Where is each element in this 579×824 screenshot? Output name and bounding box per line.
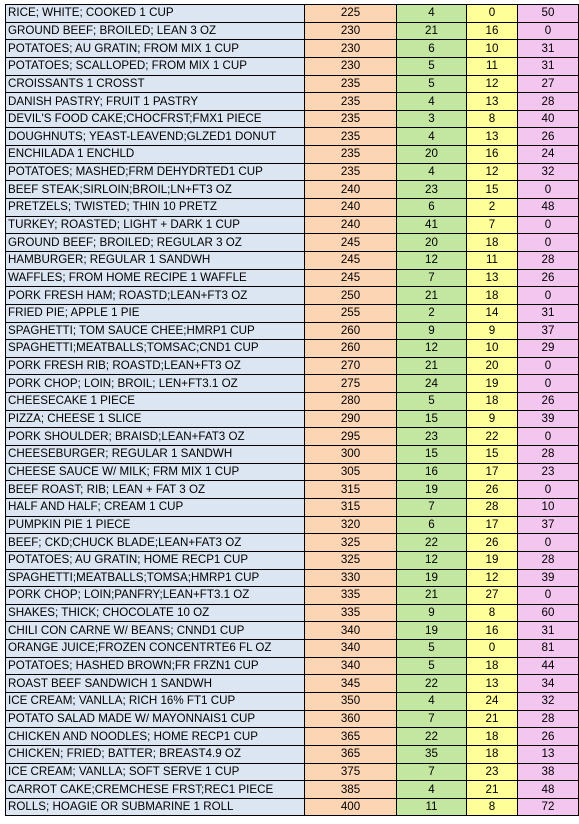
protein-cell[interactable]: 35 — [397, 745, 467, 763]
food-name-cell[interactable]: ROLLS; HOAGIE OR SUBMARINE 1 ROLL — [6, 798, 305, 816]
food-name-cell[interactable]: ORANGE JUICE;FROZEN CONCENTRTE6 FL OZ — [6, 640, 305, 658]
carbs-cell[interactable]: 39 — [518, 569, 579, 587]
table-row — [6, 216, 579, 234]
food-name-cell[interactable]: CHILI CON CARNE W/ BEANS; CNND1 CUP — [6, 622, 305, 640]
food-name-cell[interactable]: SPAGHETTI;MEATBALLS;TOMSA;HMRP1 CUP — [6, 569, 305, 587]
food-name-cell[interactable]: DANISH PASTRY; FRUIT 1 PASTRY — [6, 93, 305, 111]
food-name-cell[interactable]: ENCHILADA 1 ENCHLD — [6, 146, 305, 164]
calories-cell[interactable]: 300 — [305, 446, 397, 464]
protein-cell[interactable]: 20 — [397, 146, 467, 164]
food-name-cell[interactable]: BEEF ROAST; RIB; LEAN + FAT 3 OZ — [6, 481, 305, 499]
table-row — [6, 781, 579, 799]
table-row — [6, 763, 579, 781]
table-row — [6, 463, 579, 481]
table-row — [6, 393, 579, 411]
fat-cell[interactable]: 28 — [467, 498, 518, 516]
calories-cell[interactable]: 235 — [305, 75, 397, 93]
fat-cell[interactable]: 27 — [467, 587, 518, 605]
protein-cell[interactable]: 3 — [397, 110, 467, 128]
fat-cell[interactable]: 8 — [467, 604, 518, 622]
protein-cell[interactable]: 22 — [397, 534, 467, 552]
protein-cell[interactable]: 20 — [397, 234, 467, 252]
protein-cell[interactable]: 19 — [397, 481, 467, 499]
table-row — [6, 287, 579, 305]
calories-cell[interactable]: 260 — [305, 322, 397, 340]
food-name-cell[interactable]: PRETZELS; TWISTED; THIN 10 PRETZ — [6, 199, 305, 217]
protein-cell[interactable]: 22 — [397, 675, 467, 693]
table-row — [6, 251, 579, 269]
protein-cell[interactable]: 5 — [397, 640, 467, 658]
carbs-cell[interactable]: 44 — [518, 657, 579, 675]
food-name-cell[interactable]: CARROT CAKE;CREMCHESE FRST;REC1 PIECE — [6, 781, 305, 799]
carbs-cell[interactable]: 32 — [518, 692, 579, 710]
fat-cell[interactable]: 8 — [467, 798, 518, 816]
fat-cell[interactable]: 12 — [467, 75, 518, 93]
carbs-cell[interactable]: 31 — [518, 57, 579, 75]
table-row — [6, 428, 579, 446]
protein-cell[interactable]: 7 — [397, 498, 467, 516]
carbs-cell[interactable]: 39 — [518, 410, 579, 428]
fat-cell[interactable]: 22 — [467, 428, 518, 446]
food-name-cell[interactable]: PORK FRESH RIB; ROASTD;LEAN+FT3 OZ — [6, 357, 305, 375]
protein-cell[interactable]: 6 — [397, 199, 467, 217]
calories-cell[interactable]: 230 — [305, 57, 397, 75]
nutrition-table — [5, 4, 579, 816]
carbs-cell[interactable]: 38 — [518, 763, 579, 781]
table-row — [6, 5, 579, 23]
table-row — [6, 675, 579, 693]
table-row — [6, 40, 579, 58]
carbs-cell[interactable]: 24 — [518, 146, 579, 164]
calories-cell[interactable]: 235 — [305, 110, 397, 128]
fat-cell[interactable]: 18 — [467, 234, 518, 252]
table-row — [6, 181, 579, 199]
carbs-cell[interactable]: 23 — [518, 463, 579, 481]
calories-cell[interactable]: 245 — [305, 251, 397, 269]
calories-cell[interactable]: 225 — [305, 5, 397, 23]
food-name-cell[interactable]: CHICKEN; FRIED; BATTER; BREAST4.9 OZ — [6, 745, 305, 763]
protein-cell[interactable]: 15 — [397, 446, 467, 464]
carbs-cell[interactable]: 37 — [518, 322, 579, 340]
food-name-cell[interactable]: POTATO SALAD MADE W/ MAYONNAIS1 CUP — [6, 710, 305, 728]
protein-cell[interactable]: 12 — [397, 251, 467, 269]
calories-cell[interactable]: 315 — [305, 498, 397, 516]
protein-cell[interactable]: 41 — [397, 216, 467, 234]
carbs-cell[interactable]: 60 — [518, 604, 579, 622]
fat-cell[interactable]: 19 — [467, 551, 518, 569]
calories-cell[interactable]: 325 — [305, 551, 397, 569]
table-row — [6, 357, 579, 375]
carbs-cell[interactable]: 48 — [518, 199, 579, 217]
protein-cell[interactable]: 9 — [397, 322, 467, 340]
calories-cell[interactable]: 330 — [305, 569, 397, 587]
fat-cell[interactable]: 18 — [467, 657, 518, 675]
fat-cell[interactable]: 17 — [467, 516, 518, 534]
fat-cell[interactable]: 19 — [467, 375, 518, 393]
fat-cell[interactable]: 18 — [467, 728, 518, 746]
protein-cell[interactable]: 2 — [397, 304, 467, 322]
protein-cell[interactable]: 24 — [397, 375, 467, 393]
food-name-cell[interactable]: SPAGHETTI;MEATBALLS;TOMSAC;CND1 CUP — [6, 340, 305, 358]
table-row — [6, 551, 579, 569]
carbs-cell[interactable]: 28 — [518, 93, 579, 111]
food-name-cell[interactable]: POTATOES; AU GRATIN; HOME RECP1 CUP — [6, 551, 305, 569]
calories-cell[interactable]: 250 — [305, 287, 397, 305]
fat-cell[interactable]: 0 — [467, 5, 518, 23]
fat-cell[interactable]: 23 — [467, 763, 518, 781]
calories-cell[interactable]: 235 — [305, 146, 397, 164]
table-body — [6, 5, 579, 816]
calories-cell[interactable]: 230 — [305, 22, 397, 40]
food-name-cell[interactable]: DEVIL'S FOOD CAKE;CHOCFRST;FMX1 PIECE — [6, 110, 305, 128]
calories-cell[interactable]: 365 — [305, 745, 397, 763]
protein-cell[interactable]: 15 — [397, 410, 467, 428]
table-row — [6, 640, 579, 658]
calories-cell[interactable]: 275 — [305, 375, 397, 393]
carbs-cell[interactable]: 26 — [518, 269, 579, 287]
fat-cell[interactable]: 26 — [467, 534, 518, 552]
fat-cell[interactable]: 21 — [467, 781, 518, 799]
carbs-cell[interactable]: 28 — [518, 251, 579, 269]
food-name-cell[interactable]: CHEESE SAUCE W/ MILK; FRM MIX 1 CUP — [6, 463, 305, 481]
food-name-cell[interactable]: SPAGHETTI; TOM SAUCE CHEE;HMRP1 CUP — [6, 322, 305, 340]
carbs-cell[interactable]: 26 — [518, 393, 579, 411]
table-row — [6, 128, 579, 146]
table-row — [6, 75, 579, 93]
carbs-cell[interactable]: 72 — [518, 798, 579, 816]
table-row — [6, 745, 579, 763]
carbs-cell[interactable]: 28 — [518, 551, 579, 569]
fat-cell[interactable]: 16 — [467, 622, 518, 640]
protein-cell[interactable]: 12 — [397, 340, 467, 358]
food-name-cell[interactable]: ICE CREAM; VANLLA; RICH 16% FT1 CUP — [6, 692, 305, 710]
calories-cell[interactable]: 235 — [305, 93, 397, 111]
protein-cell[interactable]: 5 — [397, 57, 467, 75]
protein-cell[interactable]: 6 — [397, 516, 467, 534]
calories-cell[interactable]: 295 — [305, 428, 397, 446]
calories-cell[interactable]: 280 — [305, 393, 397, 411]
food-name-cell[interactable]: PORK CHOP; LOIN; BROIL; LEN+FT3.1 OZ — [6, 375, 305, 393]
carbs-cell[interactable]: 0 — [518, 181, 579, 199]
spreadsheet-area — [5, 4, 579, 816]
food-name-cell[interactable]: POTATOES; SCALLOPED; FROM MIX 1 CUP — [6, 57, 305, 75]
table-row — [6, 657, 579, 675]
fat-cell[interactable]: 7 — [467, 216, 518, 234]
protein-cell[interactable]: 11 — [397, 798, 467, 816]
carbs-cell[interactable]: 34 — [518, 675, 579, 693]
fat-cell[interactable]: 18 — [467, 287, 518, 305]
protein-cell[interactable]: 23 — [397, 428, 467, 446]
protein-cell[interactable]: 12 — [397, 551, 467, 569]
carbs-cell[interactable]: 28 — [518, 710, 579, 728]
fat-cell[interactable]: 9 — [467, 322, 518, 340]
carbs-cell[interactable]: 50 — [518, 5, 579, 23]
carbs-cell[interactable]: 28 — [518, 446, 579, 464]
fat-cell[interactable]: 20 — [467, 357, 518, 375]
calories-cell[interactable]: 235 — [305, 128, 397, 146]
fat-cell[interactable]: 12 — [467, 163, 518, 181]
food-name-cell[interactable]: ICE CREAM; VANLLA; SOFT SERVE 1 CUP — [6, 763, 305, 781]
calories-cell[interactable]: 305 — [305, 463, 397, 481]
food-name-cell[interactable]: CROISSANTS 1 CROSST — [6, 75, 305, 93]
table-row — [6, 22, 579, 40]
carbs-cell[interactable]: 32 — [518, 163, 579, 181]
calories-cell[interactable]: 345 — [305, 675, 397, 693]
food-name-cell[interactable]: BEEF STEAK;SIRLOIN;BROIL;LN+FT3 OZ — [6, 181, 305, 199]
carbs-cell[interactable]: 31 — [518, 304, 579, 322]
food-name-cell[interactable]: ROAST BEEF SANDWICH 1 SANDWH — [6, 675, 305, 693]
calories-cell[interactable]: 385 — [305, 781, 397, 799]
food-name-cell[interactable]: HAMBURGER; REGULAR 1 SANDWH — [6, 251, 305, 269]
food-name-cell[interactable]: TURKEY; ROASTED; LIGHT + DARK 1 CUP — [6, 216, 305, 234]
calories-cell[interactable]: 245 — [305, 234, 397, 252]
fat-cell[interactable]: 18 — [467, 393, 518, 411]
carbs-cell[interactable]: 0 — [518, 216, 579, 234]
calories-cell[interactable]: 375 — [305, 763, 397, 781]
carbs-cell[interactable]: 10 — [518, 498, 579, 516]
carbs-cell[interactable]: 29 — [518, 340, 579, 358]
table-row — [6, 322, 579, 340]
fat-cell[interactable]: 17 — [467, 463, 518, 481]
food-name-cell[interactable]: CHEESECAKE 1 PIECE — [6, 393, 305, 411]
protein-cell[interactable]: 23 — [397, 181, 467, 199]
food-name-cell[interactable]: GROUND BEEF; BROILED; REGULAR 3 OZ — [6, 234, 305, 252]
carbs-cell[interactable]: 0 — [518, 587, 579, 605]
calories-cell[interactable]: 255 — [305, 304, 397, 322]
carbs-cell[interactable]: 0 — [518, 481, 579, 499]
calories-cell[interactable]: 320 — [305, 516, 397, 534]
table-row — [6, 710, 579, 728]
fat-cell[interactable]: 13 — [467, 128, 518, 146]
calories-cell[interactable]: 240 — [305, 181, 397, 199]
fat-cell[interactable]: 0 — [467, 640, 518, 658]
fat-cell[interactable]: 15 — [467, 446, 518, 464]
protein-cell[interactable]: 5 — [397, 75, 467, 93]
table-row — [6, 446, 579, 464]
calories-cell[interactable]: 270 — [305, 357, 397, 375]
calories-cell[interactable]: 290 — [305, 410, 397, 428]
protein-cell[interactable]: 22 — [397, 728, 467, 746]
food-name-cell[interactable]: GROUND BEEF; BROILED; LEAN 3 OZ — [6, 22, 305, 40]
table-row — [6, 692, 579, 710]
food-name-cell[interactable]: CHEESEBURGER; REGULAR 1 SANDWH — [6, 446, 305, 464]
calories-cell[interactable]: 240 — [305, 199, 397, 217]
food-name-cell[interactable]: RICE; WHITE; COOKED 1 CUP — [6, 5, 305, 23]
fat-cell[interactable]: 15 — [467, 181, 518, 199]
table-row — [6, 798, 579, 816]
carbs-cell[interactable]: 0 — [518, 534, 579, 552]
calories-cell[interactable]: 400 — [305, 798, 397, 816]
protein-cell[interactable]: 21 — [397, 287, 467, 305]
fat-cell[interactable]: 9 — [467, 410, 518, 428]
carbs-cell[interactable]: 13 — [518, 745, 579, 763]
fat-cell[interactable]: 24 — [467, 692, 518, 710]
calories-cell[interactable]: 335 — [305, 587, 397, 605]
protein-cell[interactable]: 7 — [397, 269, 467, 287]
calories-cell[interactable]: 315 — [305, 481, 397, 499]
fat-cell[interactable]: 10 — [467, 40, 518, 58]
carbs-cell[interactable]: 26 — [518, 128, 579, 146]
table-row — [6, 516, 579, 534]
table-row — [6, 375, 579, 393]
calories-cell[interactable]: 335 — [305, 604, 397, 622]
carbs-cell[interactable]: 31 — [518, 622, 579, 640]
calories-cell[interactable]: 240 — [305, 216, 397, 234]
carbs-cell[interactable]: 26 — [518, 728, 579, 746]
table-row — [6, 569, 579, 587]
calories-cell[interactable]: 245 — [305, 269, 397, 287]
calories-cell[interactable]: 340 — [305, 622, 397, 640]
fat-cell[interactable]: 16 — [467, 146, 518, 164]
table-row — [6, 110, 579, 128]
protein-cell[interactable]: 4 — [397, 781, 467, 799]
protein-cell[interactable]: 21 — [397, 357, 467, 375]
protein-cell[interactable]: 5 — [397, 657, 467, 675]
food-name-cell[interactable]: WAFFLES; FROM HOME RECIPE 1 WAFFLE — [6, 269, 305, 287]
protein-cell[interactable]: 7 — [397, 763, 467, 781]
food-name-cell[interactable]: PORK CHOP; LOIN;PANFRY;LEAN+FT3.1 OZ — [6, 587, 305, 605]
protein-cell[interactable]: 21 — [397, 22, 467, 40]
fat-cell[interactable]: 2 — [467, 199, 518, 217]
carbs-cell[interactable]: 27 — [518, 75, 579, 93]
table-row — [6, 498, 579, 516]
protein-cell[interactable]: 6 — [397, 40, 467, 58]
carbs-cell[interactable]: 0 — [518, 22, 579, 40]
calories-cell[interactable]: 230 — [305, 40, 397, 58]
carbs-cell[interactable]: 48 — [518, 781, 579, 799]
table-row — [6, 587, 579, 605]
carbs-cell[interactable]: 0 — [518, 375, 579, 393]
food-name-cell[interactable]: CHICKEN AND NOODLES; HOME RECP1 CUP — [6, 728, 305, 746]
food-name-cell[interactable]: PUMPKIN PIE 1 PIECE — [6, 516, 305, 534]
carbs-cell[interactable]: 0 — [518, 428, 579, 446]
food-name-cell[interactable]: HALF AND HALF; CREAM 1 CUP — [6, 498, 305, 516]
table-row — [6, 410, 579, 428]
carbs-cell[interactable]: 0 — [518, 357, 579, 375]
fat-cell[interactable]: 11 — [467, 251, 518, 269]
calories-cell[interactable]: 360 — [305, 710, 397, 728]
food-name-cell[interactable]: PORK SHOULDER; BRAISD;LEAN+FAT3 OZ — [6, 428, 305, 446]
table-row — [6, 481, 579, 499]
table-row — [6, 622, 579, 640]
protein-cell[interactable]: 19 — [397, 622, 467, 640]
fat-cell[interactable]: 13 — [467, 675, 518, 693]
calories-cell[interactable]: 260 — [305, 340, 397, 358]
calories-cell[interactable]: 350 — [305, 692, 397, 710]
protein-cell[interactable]: 21 — [397, 587, 467, 605]
food-name-cell[interactable]: POTATOES; MASHED;FRM DEHYDRTED1 CUP — [6, 163, 305, 181]
table-row — [6, 234, 579, 252]
food-name-cell[interactable]: POTATOES; HASHED BROWN;FR FRZN1 CUP — [6, 657, 305, 675]
calories-cell[interactable]: 325 — [305, 534, 397, 552]
protein-cell[interactable]: 4 — [397, 692, 467, 710]
table-row — [6, 728, 579, 746]
protein-cell[interactable]: 4 — [397, 128, 467, 146]
fat-cell[interactable]: 21 — [467, 710, 518, 728]
carbs-cell[interactable]: 31 — [518, 40, 579, 58]
table-row — [6, 199, 579, 217]
table-row — [6, 93, 579, 111]
food-name-cell[interactable]: FRIED PIE; APPLE 1 PIE — [6, 304, 305, 322]
carbs-cell[interactable]: 0 — [518, 234, 579, 252]
table-row — [6, 163, 579, 181]
carbs-cell[interactable]: 37 — [518, 516, 579, 534]
protein-cell[interactable]: 5 — [397, 393, 467, 411]
fat-cell[interactable]: 11 — [467, 57, 518, 75]
carbs-cell[interactable]: 81 — [518, 640, 579, 658]
calories-cell[interactable]: 340 — [305, 657, 397, 675]
table-row — [6, 534, 579, 552]
calories-cell[interactable]: 235 — [305, 163, 397, 181]
food-name-cell[interactable]: SHAKES; THICK; CHOCOLATE 10 OZ — [6, 604, 305, 622]
carbs-cell[interactable]: 0 — [518, 287, 579, 305]
table-row — [6, 340, 579, 358]
calories-cell[interactable]: 340 — [305, 640, 397, 658]
fat-cell[interactable]: 26 — [467, 481, 518, 499]
fat-cell[interactable]: 14 — [467, 304, 518, 322]
fat-cell[interactable]: 18 — [467, 745, 518, 763]
fat-cell[interactable]: 13 — [467, 93, 518, 111]
food-name-cell[interactable]: PORK FRESH HAM; ROASTD;LEAN+FT3 OZ — [6, 287, 305, 305]
carbs-cell[interactable]: 40 — [518, 110, 579, 128]
food-name-cell[interactable]: PIZZA; CHEESE 1 SLICE — [6, 410, 305, 428]
table-row — [6, 304, 579, 322]
fat-cell[interactable]: 12 — [467, 569, 518, 587]
table-row — [6, 269, 579, 287]
protein-cell[interactable]: 16 — [397, 463, 467, 481]
food-name-cell[interactable]: BEEF; CKD;CHUCK BLADE;LEAN+FAT3 OZ — [6, 534, 305, 552]
table-row — [6, 604, 579, 622]
table-row — [6, 146, 579, 164]
protein-cell[interactable]: 7 — [397, 710, 467, 728]
fat-cell[interactable]: 13 — [467, 269, 518, 287]
table-row — [6, 57, 579, 75]
fat-cell[interactable]: 8 — [467, 110, 518, 128]
fat-cell[interactable]: 10 — [467, 340, 518, 358]
food-name-cell[interactable]: DOUGHNUTS; YEAST-LEAVEND;GLZED1 DONUT — [6, 128, 305, 146]
food-name-cell[interactable]: POTATOES; AU GRATIN; FROM MIX 1 CUP — [6, 40, 305, 58]
protein-cell[interactable]: 4 — [397, 163, 467, 181]
fat-cell[interactable]: 16 — [467, 22, 518, 40]
protein-cell[interactable]: 19 — [397, 569, 467, 587]
protein-cell[interactable]: 4 — [397, 5, 467, 23]
protein-cell[interactable]: 4 — [397, 93, 467, 111]
calories-cell[interactable]: 365 — [305, 728, 397, 746]
protein-cell[interactable]: 9 — [397, 604, 467, 622]
